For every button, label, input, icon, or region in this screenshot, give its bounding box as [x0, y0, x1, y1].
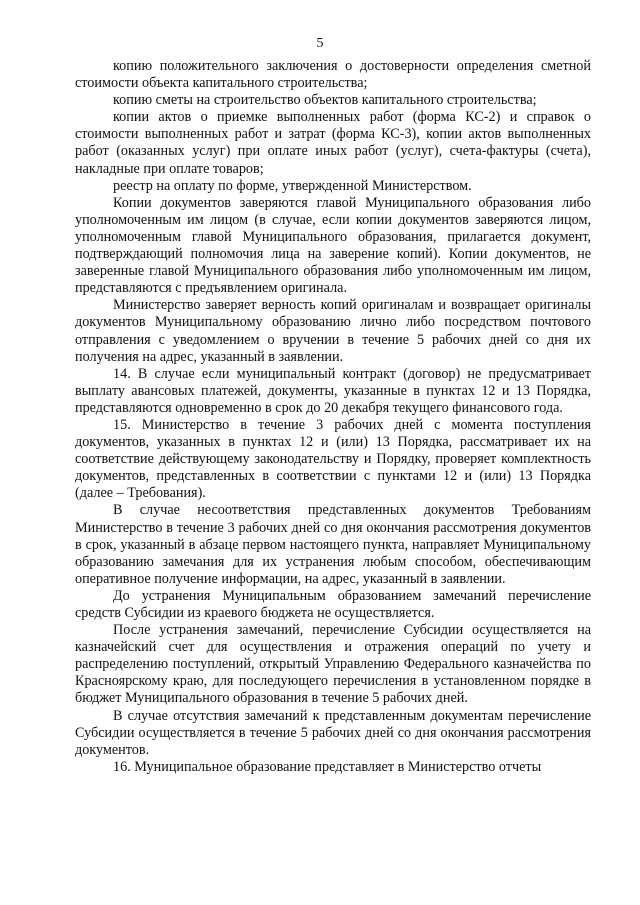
paragraph: копию сметы на строительство объектов капитального строительства;: [113, 92, 537, 109]
paragraph: В случае несоответствия представленных документов Требованиям Министерство в течение 3 рабочих дней со дня окончания рассмотрения документов в срок, указанный в абзаце первом настоящего пункта, направляет Муниципальному образованию замечания для их устранения любым способом, обеспечивающим оперативное получение информации, на адрес, указанный в заявлении.: [75, 502, 591, 587]
paragraph: копии актов о приемке выполненных работ (форма КС-2) и справок о стоимости выполненных работ и затрат (форма КС-3), копии актов выполненных работ (оказанных услуг) при оплате иных работ (услуг), счета-фактуры (счета), накладные при оплате товаров;: [75, 109, 591, 177]
paragraph: 15. Министерство в течение 3 рабочих дней с момента поступления документов, указанных в пунктах 12 и (или) 13 Порядка, рассматривает их на соответствие действующему законодательству и Порядку, проверяет комплектность документов, представленных в соответствии с пунктами 12 и (или) 13 Порядка (далее – Требования).: [75, 416, 591, 502]
paragraph: После устранения замечаний, перечисление Субсидии осуществляется на казначейский счет для осуществления и отражения операций по учету и распределению поступлений, открытый Управлению Федерального казначейства по Красноярскому краю, для последующего перечисления в установленном порядке в бюджет Муниципального образования в течение 5 рабочих дней.: [75, 622, 591, 707]
paragraph: Копии документов заверяются главой Муниципального образования либо уполномоченным им лицом (в случае, если копии документов заверяются лицом, уполномоченным главой Муниципального образования, прилагается документ, подтверждающий полномочия лица на заверение копий). Копии документов, не заверенные главой Муниципального образования либо уполномоченным им лицом, представляются с предъявлением оригинала.: [75, 194, 591, 297]
paragraph: 16. Муниципальное образование представляет в Министерство отчеты: [113, 758, 542, 775]
page-number: 5: [316, 36, 324, 51]
paragraph: 14. В случае если муниципальный контракт (договор) не предусматривает выплату авансовых платежей, документы, указанные в пунктах 12 и 13 Порядка, представляются одновременно в срок до 20 декабря текущего финансового года.: [75, 365, 591, 416]
paragraph: В случае отсутствия замечаний к представленным документам перечисление Субсидии осуществляется в течение 5 рабочих дней со дня окончания рассмотрения документов.: [75, 707, 591, 758]
paragraph: Министерство заверяет верность копий оригиналам и возвращает оригиналы документов Муниципальному образованию лично либо посредством почтового отправления с уведомлением о вручении в течение 5 рабочих дней со дня их получения на адрес, указанный в заявлении.: [75, 297, 591, 365]
paragraph: копию положительного заключения о достоверности определения сметной стоимости объекта капитального строительства;: [75, 58, 591, 92]
paragraph: До устранения Муниципальным образованием замечаний перечисление средств Субсидии из краевого бюджета не осуществляется.: [75, 587, 591, 621]
document-body: [75, 58, 591, 776]
paragraph: реестр на оплату по форме, утвержденной Министерством.: [113, 177, 472, 194]
